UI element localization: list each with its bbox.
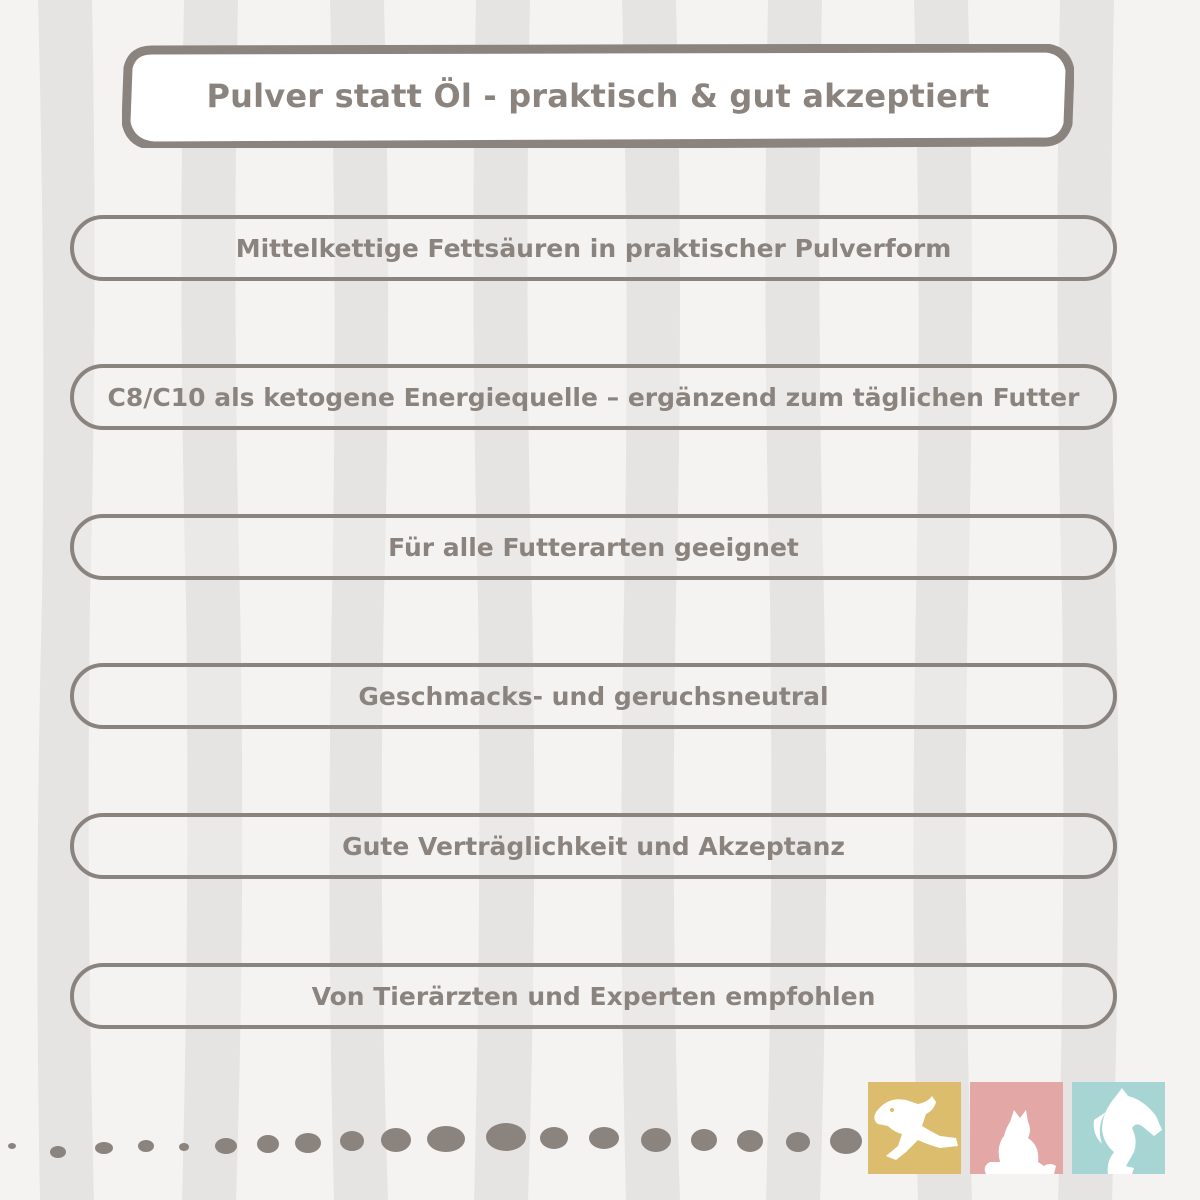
feature-item-4: Geschmacks- und geruchsneutral <box>70 663 1117 729</box>
title-banner <box>122 44 1074 148</box>
horse-logo <box>1072 1082 1165 1174</box>
cat-icon <box>970 1082 1063 1174</box>
page-title: Pulver statt Öl - praktisch & gut akzeptiert <box>206 77 990 115</box>
feature-item-6: Von Tierärzten und Experten empfohlen <box>70 963 1117 1029</box>
decorative-dots-trail <box>0 1110 870 1170</box>
animal-logos <box>868 1082 1165 1174</box>
cat-logo <box>970 1082 1063 1174</box>
feature-item-2: C8/C10 als ketogene Energiequelle – ergänzend zum täglichen Futter <box>70 364 1117 430</box>
dog-icon <box>868 1082 961 1174</box>
feature-item-5: Gute Verträglichkeit und Akzeptanz <box>70 813 1117 879</box>
feature-item-1: Mittelkettige Fettsäuren in praktischer Pulverform <box>70 215 1117 281</box>
horse-icon <box>1072 1082 1165 1174</box>
dog-logo <box>868 1082 961 1174</box>
feature-item-3: Für alle Futterarten geeignet <box>70 514 1117 580</box>
